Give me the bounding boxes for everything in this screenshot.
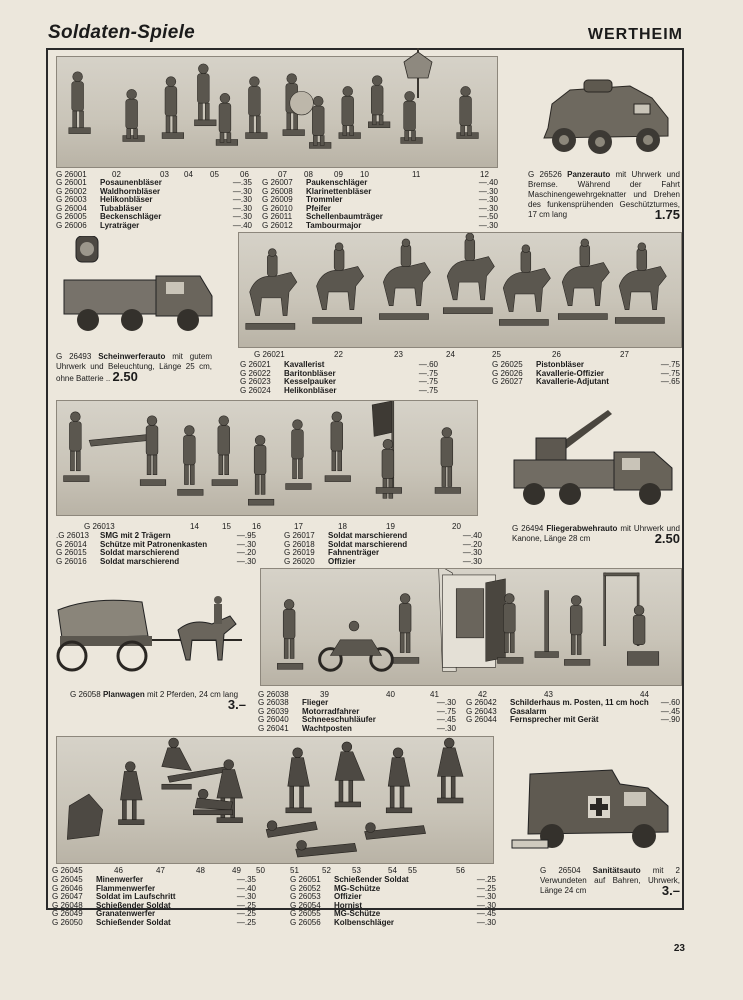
section2-number-row [238, 350, 682, 360]
figure-number: 43 [544, 690, 553, 699]
price-list-left [56, 532, 256, 566]
figure-number: 16 [252, 522, 261, 531]
price-row: G 26023 Kesselpauker —.75 [240, 377, 438, 387]
price-row: G 26055 MG-Schütze —.45 [290, 909, 496, 919]
photo-cavalry-figures [238, 232, 682, 348]
price-row: G 26017 Soldat marschierend —.40 [284, 531, 482, 540]
figure-number: 56 [456, 866, 465, 875]
flak-truck-description: G 26494 Fliegerabwehrauto mit Uhrwerk und Kanone, Länge 28 cm 2.50 [512, 524, 680, 546]
figure-number: 03 [160, 170, 169, 179]
photo-searchlight-truck [52, 236, 222, 346]
brand-name: WERTHEIM [587, 26, 683, 43]
price-row: G 26026 Kavallerie-Offizier —.75 [492, 368, 680, 378]
figure-number: 39 [320, 690, 329, 699]
price-row: G 26022 Baritonbläser —.75 [240, 368, 438, 378]
band-staff-bearer-illustration [398, 48, 438, 98]
figure-number: 25 [492, 350, 501, 359]
figure-number: G 26001 [56, 170, 87, 179]
price-row: G 26043 Gasalarm —.45 [466, 706, 680, 716]
price-row: G 26007 Paukenschläger —.40 [262, 178, 498, 187]
price-row: G 26049 Granatenwerfer —.25 [52, 909, 256, 919]
price-row: G 26011 Schellenbaumträger —.50 [262, 212, 498, 222]
searchlight-truck-description: G 26493 Scheinwerferauto mit gutem Uhrwerk und Beleuchtung, Länge 25 cm, ohne Batterie .. 2.50 [56, 352, 212, 384]
price-row: G 26047 Soldat im Laufschritt —.30 [52, 892, 256, 902]
figure-number: 12 [480, 170, 489, 179]
figure-number: G 26013 [84, 522, 115, 531]
price-row: G 26003 Helikonbläser —.30 [56, 195, 252, 205]
flak-truck-price: 2.50 [654, 531, 680, 546]
price-list-left [258, 699, 456, 733]
price-row: G 26010 Pfeifer —.30 [262, 203, 498, 213]
price-row: G 26001 Posaunenbläser —.35 [56, 178, 252, 187]
figure-number: 18 [338, 522, 347, 531]
figure-number: 11 [412, 170, 421, 179]
photo-infantry-figures [56, 400, 478, 516]
price-row: G 26021 Kavallerist —.60 [240, 360, 438, 369]
special-figures-illustration [261, 569, 681, 685]
figure-number: 49 [232, 866, 241, 875]
price-list-right [466, 699, 680, 725]
covered-wagon-description: G 26058 Planwagen mit 2 Pferden, 24 cm lang 3.– [70, 690, 246, 712]
figure-number: 02 [112, 170, 121, 179]
figure-number: 41 [430, 690, 439, 699]
figure-number: 10 [360, 170, 369, 179]
figure-number: G 26021 [254, 350, 285, 359]
ambulance-description: G 26504 Sanitätsauto mit 2 Verwundeten auf Bahren, Uhrwerk, Länge 24 cm 3.– [540, 866, 680, 898]
price-row: G 26012 Tambourmajor —.30 [262, 220, 498, 230]
figure-number: 48 [196, 866, 205, 875]
price-row: G 26024 Helikonbläser —.75 [240, 385, 438, 395]
price-row: .G 26013 SMG mit 2 Trägern —.95 [56, 531, 256, 540]
figure-number: 06 [240, 170, 249, 179]
price-row: G 26016 Soldat marschierend —.30 [56, 556, 256, 566]
figure-number: 04 [184, 170, 193, 179]
price-list-right [290, 876, 496, 928]
price-row: G 26039 Motorradfahrer —.75 [258, 706, 456, 716]
section5-number-row [52, 866, 496, 876]
figure-number: 07 [278, 170, 287, 179]
figure-number: 46 [114, 866, 123, 875]
price-row: G 26002 Waldhornbläser —.30 [56, 186, 252, 196]
price-row: G 26008 Klarinettenbläser —.30 [262, 186, 498, 196]
cavalry-illustration [239, 233, 681, 347]
figure-number: 55 [408, 866, 417, 875]
price-row: G 26045 Minenwerfer —.35 [52, 875, 256, 884]
figure-number: 44 [640, 690, 649, 699]
price-row: G 26056 Kolbenschläger —.30 [290, 917, 496, 927]
price-row: G 26044 Fernsprecher mit Gerät —.90 [466, 715, 680, 725]
figure-number: 05 [210, 170, 219, 179]
price-row: G 26050 Schießender Soldat —.25 [52, 917, 256, 927]
price-list-right [492, 361, 680, 387]
ambulance-price: 3.– [661, 883, 680, 898]
price-list-left [240, 361, 438, 395]
price-row: G 26038 Flieger —.30 [258, 698, 456, 707]
figure-number: 14 [190, 522, 199, 531]
price-row: G 26052 MG-Schütze —.25 [290, 883, 496, 893]
figure-number: 23 [394, 350, 403, 359]
panzerauto-price: 1.75 [654, 207, 680, 222]
figure-number: 53 [352, 866, 361, 875]
figure-number: 27 [620, 350, 629, 359]
figure-number: G 26038 [258, 690, 289, 699]
combat-figures-illustration [57, 737, 493, 863]
figure-number: 09 [334, 170, 343, 179]
figure-number: 15 [222, 522, 231, 531]
figure-number: 08 [304, 170, 313, 179]
price-row: G 26041 Wachtposten —.30 [258, 723, 456, 733]
figure-number: 54 [388, 866, 397, 875]
price-row: G 26025 Pistonbläser —.75 [492, 360, 680, 369]
price-row: G 26006 Lyraträger —.40 [56, 220, 252, 230]
figure-number: G 26045 [52, 866, 83, 875]
price-list-right [262, 179, 498, 231]
covered-wagon-price: 3.– [227, 697, 246, 712]
price-row: G 26054 Hornist —.30 [290, 900, 496, 910]
price-row: G 26042 Schilderhaus m. Posten, 11 cm hoch —.60 [466, 698, 680, 707]
infantry-illustration [57, 401, 477, 515]
price-list-left [56, 179, 252, 231]
price-list-left [52, 876, 256, 928]
figure-number: 40 [386, 690, 395, 699]
photo-combat-figures [56, 736, 494, 864]
price-row: G 26009 Trommler —.30 [262, 195, 498, 205]
price-row: G 26014 Schütze mit Patronenkasten —.30 [56, 539, 256, 549]
page-number: 23 [673, 943, 685, 954]
figure-number: 22 [334, 350, 343, 359]
figure-number: 51 [290, 866, 299, 875]
price-row: G 26051 Schießender Soldat —.25 [290, 875, 496, 884]
figure-number: 50 [256, 866, 265, 875]
page-title: Soldaten-Spiele [48, 22, 196, 43]
figure-number: 20 [452, 522, 461, 531]
figure-number: 26 [552, 350, 561, 359]
photo-flak-truck [508, 402, 680, 514]
figure-number: 17 [294, 522, 303, 531]
searchlight-truck-price: 2.50 [112, 369, 138, 384]
price-row: G 26015 Soldat marschierend —.20 [56, 548, 256, 558]
photo-special-figures [260, 568, 682, 686]
section3-number-row [56, 522, 478, 532]
price-row: G 26004 Tubabläser —.30 [56, 203, 252, 213]
panzerauto-description: G 26526 Panzerauto mit Uhrwerk und Bremse. Während der Fahrt Maschinengewehrgeknatter und Drehen des funkensprühenden Geschützturmes, 17 cm lang 1.75 [528, 170, 680, 222]
price-row: G 26046 Flammenwerfer —.40 [52, 883, 256, 893]
photo-panzerauto [530, 76, 676, 162]
price-row: G 26018 Soldat marschierend —.20 [284, 539, 482, 549]
figure-number: 19 [386, 522, 395, 531]
price-row: G 26040 Schneeschuhläufer —.45 [258, 715, 456, 725]
figure-number: 24 [446, 350, 455, 359]
price-list-right [284, 532, 482, 566]
price-row: G 26027 Kavallerie-Adjutant —.65 [492, 377, 680, 387]
figure-number: 42 [478, 690, 487, 699]
photo-ambulance [508, 762, 680, 860]
price-row: G 26005 Beckenschläger —.30 [56, 212, 252, 222]
photo-covered-wagon [52, 590, 254, 682]
price-row: G 26053 Offizier —.30 [290, 892, 496, 902]
price-row: G 26020 Offizier —.30 [284, 556, 482, 566]
figure-number: 47 [156, 866, 165, 875]
price-row: G 26019 Fahnenträger —.30 [284, 548, 482, 558]
price-row: G 26048 Schießender Soldat —.25 [52, 900, 256, 910]
figure-number: 52 [322, 866, 331, 875]
